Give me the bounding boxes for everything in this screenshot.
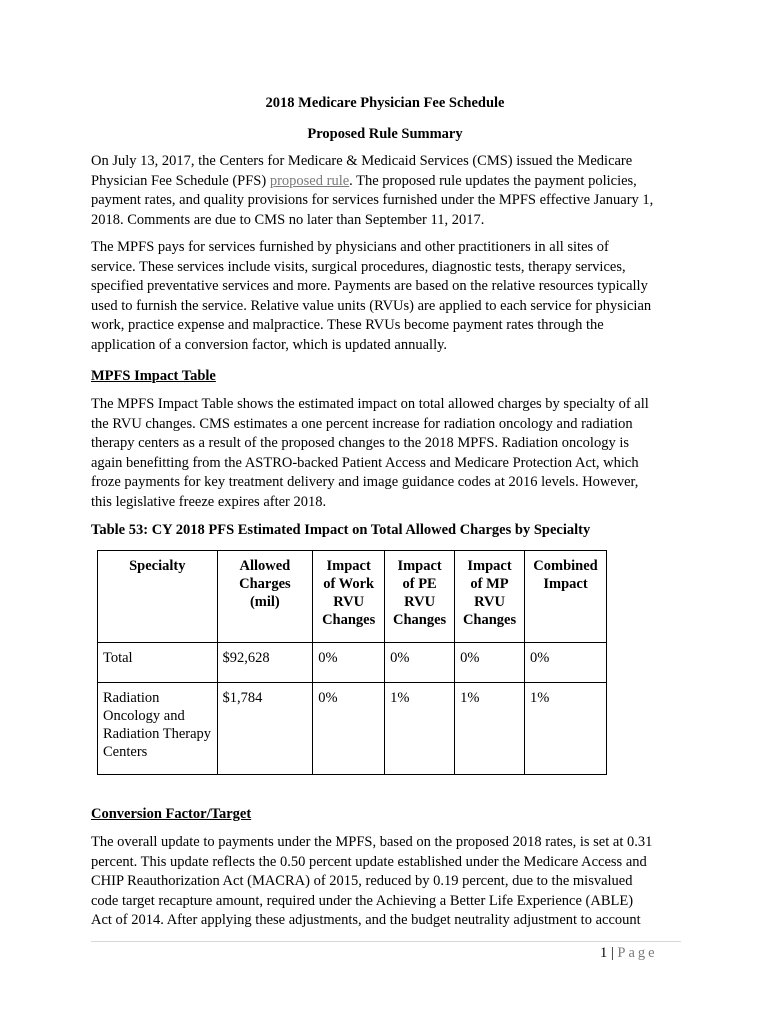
header-impact-pe (385, 551, 455, 643)
impact-line: froze payments for key treatment delivery and image guidance codes at 2016 levels. However, (91, 474, 639, 490)
header-impact-mp (455, 551, 525, 643)
impact-table-heading: MPFS Impact Table (91, 368, 216, 384)
cell-combined-impact (525, 683, 607, 775)
cell-impact-work (313, 683, 385, 775)
header-text: Impact (397, 558, 442, 574)
cell-allowed-charges (217, 643, 313, 683)
impact-line: again benefitting from the ASTRO-backed Patient Access and Medicare Protection Act, which (91, 454, 639, 471)
cell-text: $1,784 (222, 690, 263, 706)
impact-paragraph (91, 395, 691, 512)
cell-text: Radiation Therapy (103, 726, 212, 742)
cell-text: Radiation (103, 690, 160, 706)
mpfs-line: used to furnish the service. Relative value units (RVUs) are applied to each service for physician (91, 297, 652, 314)
conversion-line: Act of 2014. After applying these adjustments, and the budget neutrality adjustment to account (91, 912, 641, 928)
impact-line: the RVU changes. CMS estimates a one percent increase for radiation oncology and radiation (91, 415, 633, 432)
intro-line-3: payment rates, and quality provisions for services furnished under the MPFS effective January 1, (91, 192, 654, 208)
impact-line: The MPFS Impact Table shows the estimated impact on total allowed charges by specialty of all (91, 396, 649, 412)
cell-impact-pe (385, 683, 455, 775)
header-text: Changes (322, 612, 376, 628)
header-specialty (98, 551, 218, 643)
table-row (98, 643, 607, 683)
intro-line-1: On July 13, 2017, the Centers for Medicare & Medicaid Services (CMS) issued the Medicare (91, 153, 633, 169)
page-label: Page (617, 945, 658, 961)
header-text: of MP (470, 576, 509, 592)
cell-text: $92,628 (222, 650, 270, 666)
table-caption: Table 53: CY 2018 PFS Estimated Impact on Total Allowed Charges by Specialty (91, 522, 591, 538)
cell-text: 0% (390, 650, 410, 666)
cell-specialty (98, 643, 218, 683)
header-text: Impact (326, 558, 371, 574)
impact-table (97, 550, 607, 775)
document-subtitle: Proposed Rule Summary (307, 126, 463, 142)
conversion-line: percent. This update reflects the 0.50 percent update established under the Medicare Access and (91, 853, 647, 870)
header-text: RVU (474, 594, 505, 610)
impact-line: therapy centers as a result of the proposed changes to the 2018 MPFS. Radiation oncology is (91, 435, 630, 451)
cell-text: 0% (530, 650, 550, 666)
header-allowed-charges (217, 551, 313, 643)
header-combined-impact (525, 551, 607, 643)
table-row (98, 683, 607, 775)
mpfs-paragraph (91, 238, 691, 355)
document-title: 2018 Medicare Physician Fee Schedule (265, 95, 505, 111)
conversion-line: The overall update to payments under the MPFS, based on the proposed 2018 rates, is set at 0.31 (91, 834, 653, 850)
header-text: RVU (333, 594, 365, 610)
cell-impact-pe (385, 643, 455, 683)
mpfs-line: service. These services include visits, surgical procedures, diagnostic tests, therapy services, (91, 258, 626, 275)
impact-line: this legislative freeze expires after 2018. (91, 493, 327, 510)
cell-specialty (98, 683, 218, 775)
header-text: (mil) (249, 594, 280, 610)
intro-line-2-end: . The proposed rule updates the payment policies, (349, 172, 637, 189)
header-text: Allowed (239, 558, 291, 574)
header-text: Changes (393, 612, 447, 628)
header-text: Impact (467, 558, 512, 574)
intro-paragraph (91, 152, 691, 230)
header-impact-work (313, 551, 385, 643)
intro-line-2-start: Physician Fee Schedule (PFS) (91, 172, 270, 189)
conversion-line: CHIP Reauthorization Act (MACRA) of 2015, reduced by 0.19 percent, due to the misvalued (91, 873, 633, 889)
mpfs-line: application of a conversion factor, which is updated annually. (91, 336, 448, 353)
cell-text: 0% (318, 690, 338, 706)
header-text: RVU (404, 594, 436, 610)
cell-impact-mp (455, 643, 525, 683)
proposed-rule-link[interactable]: proposed rule (269, 172, 350, 189)
mpfs-line: work, practice expense and malpractice. These RVUs become payment rates through the (91, 317, 604, 333)
header-text: Combined (533, 558, 598, 574)
header-text: Charges (239, 576, 291, 592)
conversion-factor-heading: Conversion Factor/Target (91, 806, 252, 822)
cell-text: Oncology and (103, 708, 185, 724)
header-text: Specialty (129, 558, 186, 574)
header-text: of PE (402, 576, 437, 592)
cell-text: 1% (530, 690, 550, 706)
conversion-line: code target recapture amount, required under the Achieving a Better Life Experience (ABLE) (91, 892, 634, 909)
cell-text: 1% (390, 690, 410, 706)
header-text: Impact (543, 576, 588, 592)
header-text: of Work (323, 576, 375, 592)
intro-line-2 (91, 172, 691, 192)
cell-text: 0% (318, 650, 338, 666)
cell-allowed-charges (217, 683, 313, 775)
page-separator: | (610, 945, 614, 961)
header-text: Changes (462, 612, 517, 628)
cell-impact-work (313, 643, 385, 683)
cell-text: Centers (103, 744, 148, 760)
page-number-footer (600, 944, 658, 962)
cell-combined-impact (525, 643, 607, 683)
mpfs-line: The MPFS pays for services furnished by physicians and other practitioners in all sites of (91, 239, 609, 255)
cell-text: 1% (460, 690, 480, 706)
page-number: 1 (600, 945, 608, 961)
intro-line-4: 2018. Comments are due to CMS no later than September 11, 2017. (91, 211, 485, 228)
cell-text: Total (103, 650, 133, 666)
cell-impact-mp (455, 683, 525, 775)
conversion-paragraph (91, 833, 691, 931)
mpfs-line: specified preventative services and more. Payments are based on the relative resources typically (91, 278, 648, 294)
cell-text: 0% (460, 650, 480, 666)
footer-divider (91, 941, 681, 942)
table-header-row (98, 551, 607, 643)
